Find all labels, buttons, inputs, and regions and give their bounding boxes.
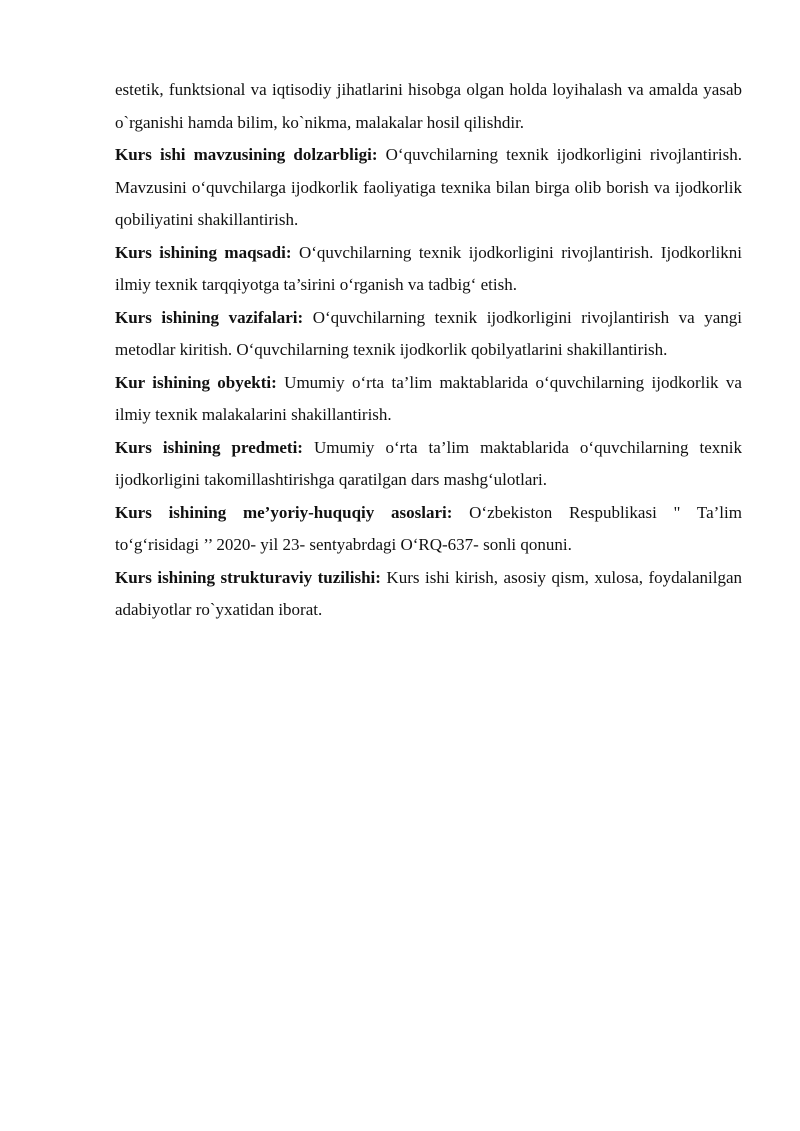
paragraph-structure <box>115 562 742 627</box>
paragraph-heading: Kurs ishining maqsadi: <box>115 242 292 262</box>
paragraph-text: O‘quvchilarning texnik ijodkorligini rivojlantirish va yangi metodlar kiritish. O‘quvchilarning texnik ijodkorlik qobilyatlarini shakillantirish. <box>115 307 742 359</box>
paragraph-goal <box>115 237 742 302</box>
paragraph-relevance <box>115 139 742 237</box>
paragraph-subject <box>115 432 742 497</box>
document-page <box>115 74 742 627</box>
paragraph-object <box>115 367 742 432</box>
paragraph-heading: Kur ishining obyekti: <box>115 372 277 392</box>
paragraph-text: O‘zbekiston Respublikasi " Ta’lim to‘g‘risidagi ’’ 2020- yil 23- sentyabrdagi O‘RQ-637- sonli qonuni. <box>115 502 742 554</box>
paragraph-heading: Kurs ishining vazifalari: <box>115 307 304 327</box>
paragraph-text: Kurs ishi kirish, asosiy qism, xulosa, foydalanilgan adabiyotlar ro`yxatidan iborat. <box>115 567 742 619</box>
paragraph-heading: Kurs ishining predmeti: <box>115 437 303 457</box>
paragraph-heading: Kurs ishining strukturaviy tuzilishi: <box>115 567 381 587</box>
paragraph-text: Umumiy o‘rta ta’lim maktablarida o‘quvchilarning ijodkorlik va ilmiy texnik malakalarini shakillantirish. <box>115 372 742 424</box>
paragraph-text: O‘quvchilarning texnik ijodkorligini rivojlantirish. Ijodkorlikni ilmiy texnik tarqqiyotga ta’sirini o‘rganish va tadbig‘ etish. <box>115 242 743 294</box>
paragraph-text: Umumiy o‘rta ta’lim maktablarida o‘quvchilarning texnik ijodkorligini takomillashtirishga qaratilgan dars mashg‘ulotlari. <box>115 437 742 489</box>
paragraph-text: estetik, funktsional va iqtisodiy jihatlarini hisobga olgan holda loyihalash va amalda yasab o`rganishi hamda bilim, ko`nikma, malakalar hosil qilishdir. <box>115 80 742 132</box>
paragraph-text: O‘quvchilarning texnik ijodkorligini rivojlantirish. Mavzusini o‘quvchilarga ijodkorlik faoliyatiga texnika bilan birga olib borish va ijodkorlik qobiliyatini shakillantirish. <box>115 145 742 229</box>
paragraph-heading: Kurs ishi mavzusining dolzarbligi: <box>115 145 378 164</box>
paragraph-heading: Kurs ishining me’yoriy-huquqiy asoslari: <box>115 502 453 522</box>
paragraph-intro-continuation <box>115 74 742 139</box>
paragraph-legal-basis <box>115 497 742 562</box>
paragraph-tasks <box>115 302 742 367</box>
